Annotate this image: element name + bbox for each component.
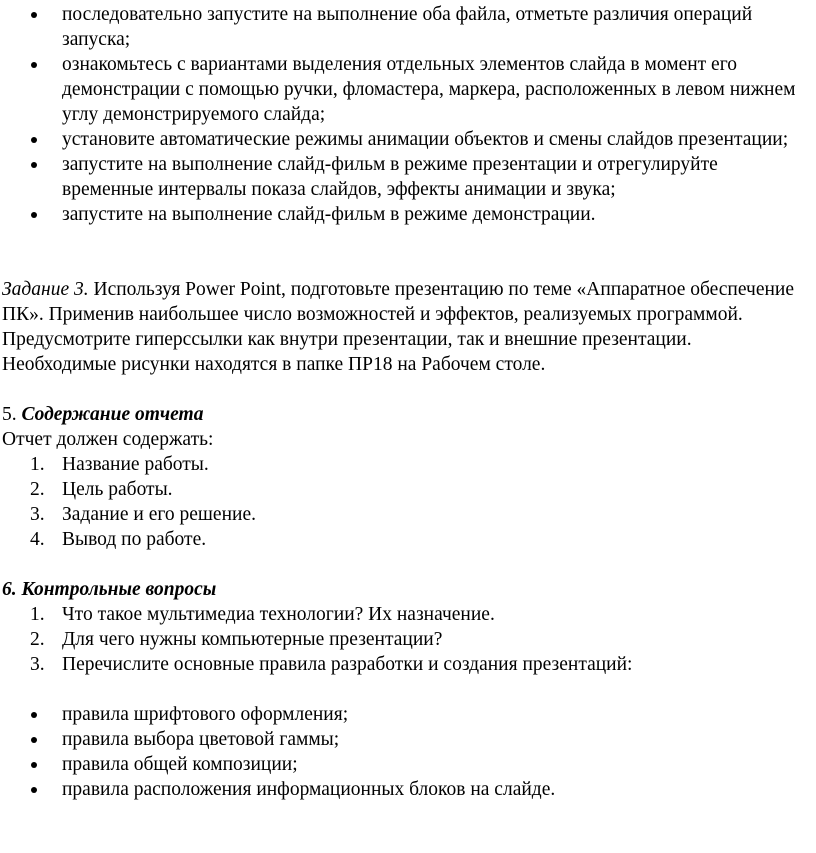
bullet-icon <box>31 787 37 793</box>
list-number: 3. <box>30 504 45 525</box>
list-item-text: запустите на выполнение слайд-фильм в режиме демонстрации. <box>62 204 596 225</box>
section6-title: 6. Контрольные вопросы <box>2 579 217 600</box>
list-item-text: правила общей композиции; <box>62 754 298 775</box>
list-item-text: запустите на выполнение слайд-фильм в режиме презентации и отрегулируйте временные интервалы показа слайдов, эффекты анимации и звука; <box>62 154 718 200</box>
list-item <box>2 777 812 802</box>
section5-heading <box>2 402 812 427</box>
list-item-text: Название работы. <box>62 454 209 475</box>
rules-bullet-list <box>2 702 812 802</box>
list-item <box>2 452 812 477</box>
list-item-text: установите автоматические режимы анимации объектов и смены слайдов презентации; <box>62 129 789 150</box>
list-item <box>2 752 812 777</box>
list-item <box>2 477 812 502</box>
list-item <box>2 652 812 677</box>
list-item-text: Перечислите основные правила разработки и создания презентаций: <box>62 654 633 675</box>
list-number: 2. <box>30 629 45 650</box>
list-item-text: ознакомьтесь с вариантами выделения отдельных элементов слайда в момент его демонстрации с помощью ручки, фломастера, маркера, расположенных в левом нижнем углу демонстрируемого слайда; <box>62 54 796 125</box>
bullet-icon <box>31 162 37 168</box>
bullet-icon <box>31 212 37 218</box>
bullet-icon <box>31 712 37 718</box>
questions-list <box>2 602 812 677</box>
list-item <box>2 527 812 552</box>
list-item-text: Вывод по работе. <box>62 529 207 550</box>
document-page <box>2 2 812 802</box>
list-item <box>2 52 812 127</box>
list-item <box>2 152 812 202</box>
list-number: 3. <box>30 654 45 675</box>
list-item-text: правила выбора цветовой гаммы; <box>62 729 340 750</box>
bullet-icon <box>31 762 37 768</box>
bullet-icon <box>31 62 37 68</box>
list-item <box>2 502 812 527</box>
list-item <box>2 2 812 52</box>
section5-number: 5. <box>2 404 22 425</box>
task3-note: Необходимые рисунки находятся в папке ПР18 на Рабочем столе. <box>2 354 546 375</box>
list-item-text: Что такое мультимедиа технологии? Их назначение. <box>62 604 495 625</box>
list-number: 1. <box>30 454 45 475</box>
list-item <box>2 602 812 627</box>
list-item-text: Задание и его решение. <box>62 504 256 525</box>
task3-paragraph <box>2 277 812 352</box>
list-number: 2. <box>30 479 45 500</box>
bullet-icon <box>31 737 37 743</box>
section6-heading <box>2 577 812 602</box>
list-item <box>2 127 812 152</box>
bullet-icon <box>31 137 37 143</box>
list-number: 4. <box>30 529 45 550</box>
section5-intro: Отчет должен содержать: <box>2 429 214 450</box>
task3-label: Задание 3. <box>2 279 89 300</box>
bullet-icon <box>31 12 37 18</box>
list-item-text: правила расположения информационных блоков на слайде. <box>62 779 556 800</box>
list-item <box>2 727 812 752</box>
bullet-list-steps <box>2 2 812 227</box>
list-item <box>2 627 812 652</box>
list-number: 1. <box>30 604 45 625</box>
list-item-text: правила шрифтового оформления; <box>62 704 349 725</box>
task3-text: Используя Power Point, подготовьте презентацию по теме «Аппаратное обеспечение ПК». Применив наибольшее число возможностей и эффектов, реализуемых программой. Предусмотрите гиперссылки как внутри презентации, так и внешние презентации. <box>2 279 795 350</box>
list-item-text: Для чего нужны компьютерные презентации? <box>62 629 443 650</box>
report-list <box>2 452 812 552</box>
list-item <box>2 202 812 227</box>
list-item <box>2 702 812 727</box>
list-item-text: последовательно запустите на выполнение оба файла, отметьте различия операций запуска; <box>62 4 753 50</box>
list-item-text: Цель работы. <box>62 479 173 500</box>
section5-title: Содержание отчета <box>21 404 204 425</box>
